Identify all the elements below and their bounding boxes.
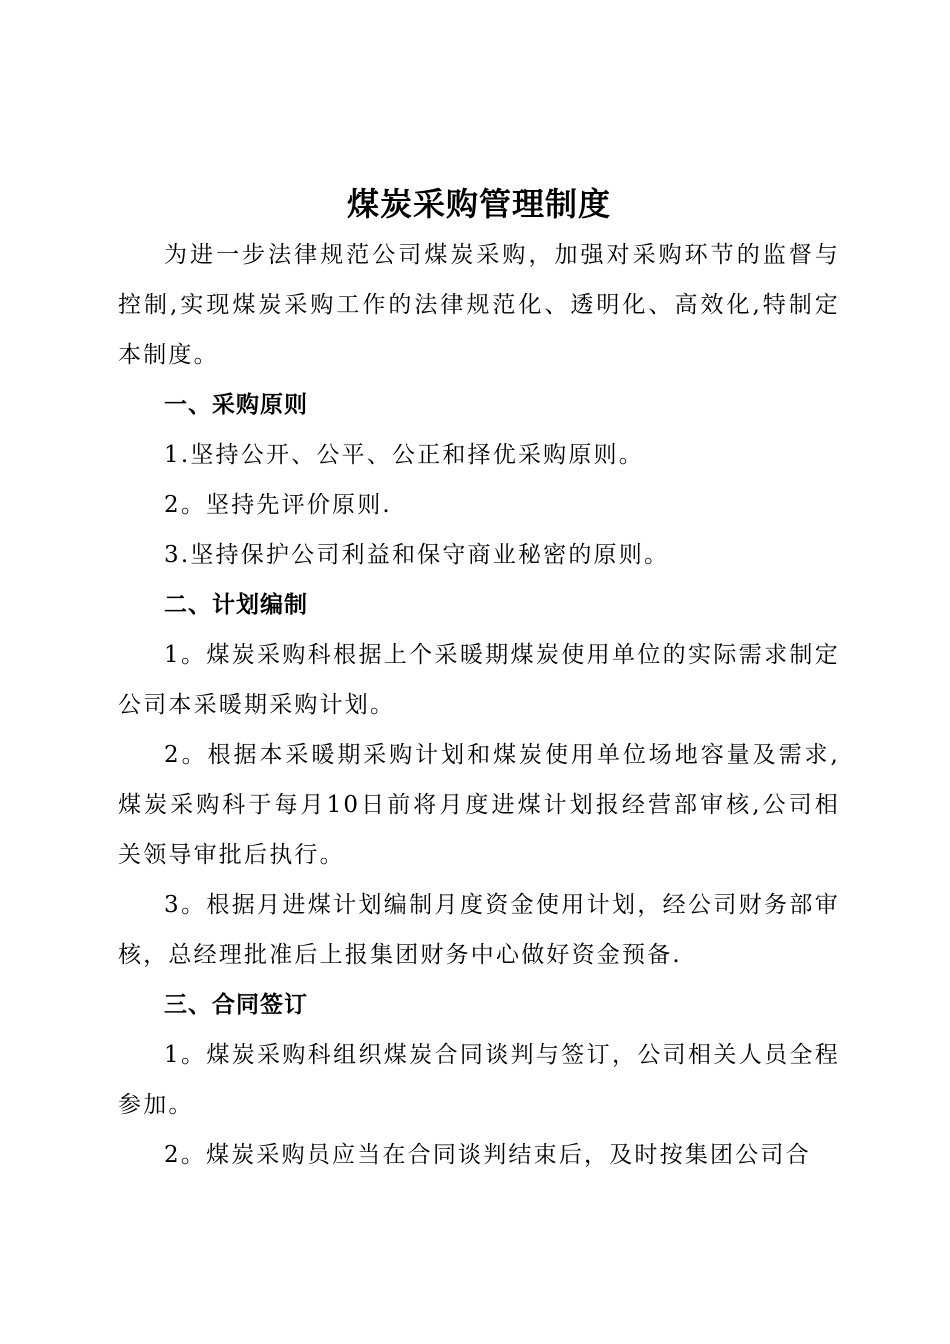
section-item: 2。根据本采暖期采购计划和煤炭使用单位场地容量及需求,煤炭采购科于每月10日前将月度进煤计划报经营部审核,公司相关领导审批后执行。	[118, 742, 840, 868]
section-contract-signing	[118, 980, 840, 1180]
section-heading: 一、采购原则	[164, 392, 308, 418]
document-page	[118, 180, 840, 1180]
section-item: 2。坚持先评价原则.	[164, 492, 392, 518]
section-item: 1。煤炭采购科根据上个采暖期煤炭使用单位的实际需求制定公司本采暖期采购计划。	[118, 642, 840, 718]
section-heading: 三、合同签订	[164, 992, 308, 1018]
section-procurement-principles	[118, 380, 840, 580]
section-item: 3。根据月进煤计划编制月度资金使用计划，经公司财务部审核，总经理批准后上报集团财务中心做好资金预备.	[118, 892, 840, 968]
section-plan-compilation	[118, 580, 840, 980]
section-item: 3.坚持保护公司利益和保守商业秘密的原则。	[164, 542, 670, 568]
section-item: 2。煤炭采购员应当在合同谈判结束后，及时按集团公司合	[164, 1142, 811, 1168]
section-heading: 二、计划编制	[164, 592, 308, 618]
document-title: 煤炭采购管理制度	[346, 185, 611, 223]
intro-paragraph: 为进一步法律规范公司煤炭采购，加强对采购环节的监督与控制,实现煤炭采购工作的法律规范化、透明化、高效化,特制定本制度。	[118, 242, 840, 368]
section-item: 1。煤炭采购科组织煤炭合同谈判与签订，公司相关人员全程参加。	[118, 1042, 840, 1118]
section-item: 1.坚持公开、公平、公正和择优采购原则。	[164, 442, 644, 468]
